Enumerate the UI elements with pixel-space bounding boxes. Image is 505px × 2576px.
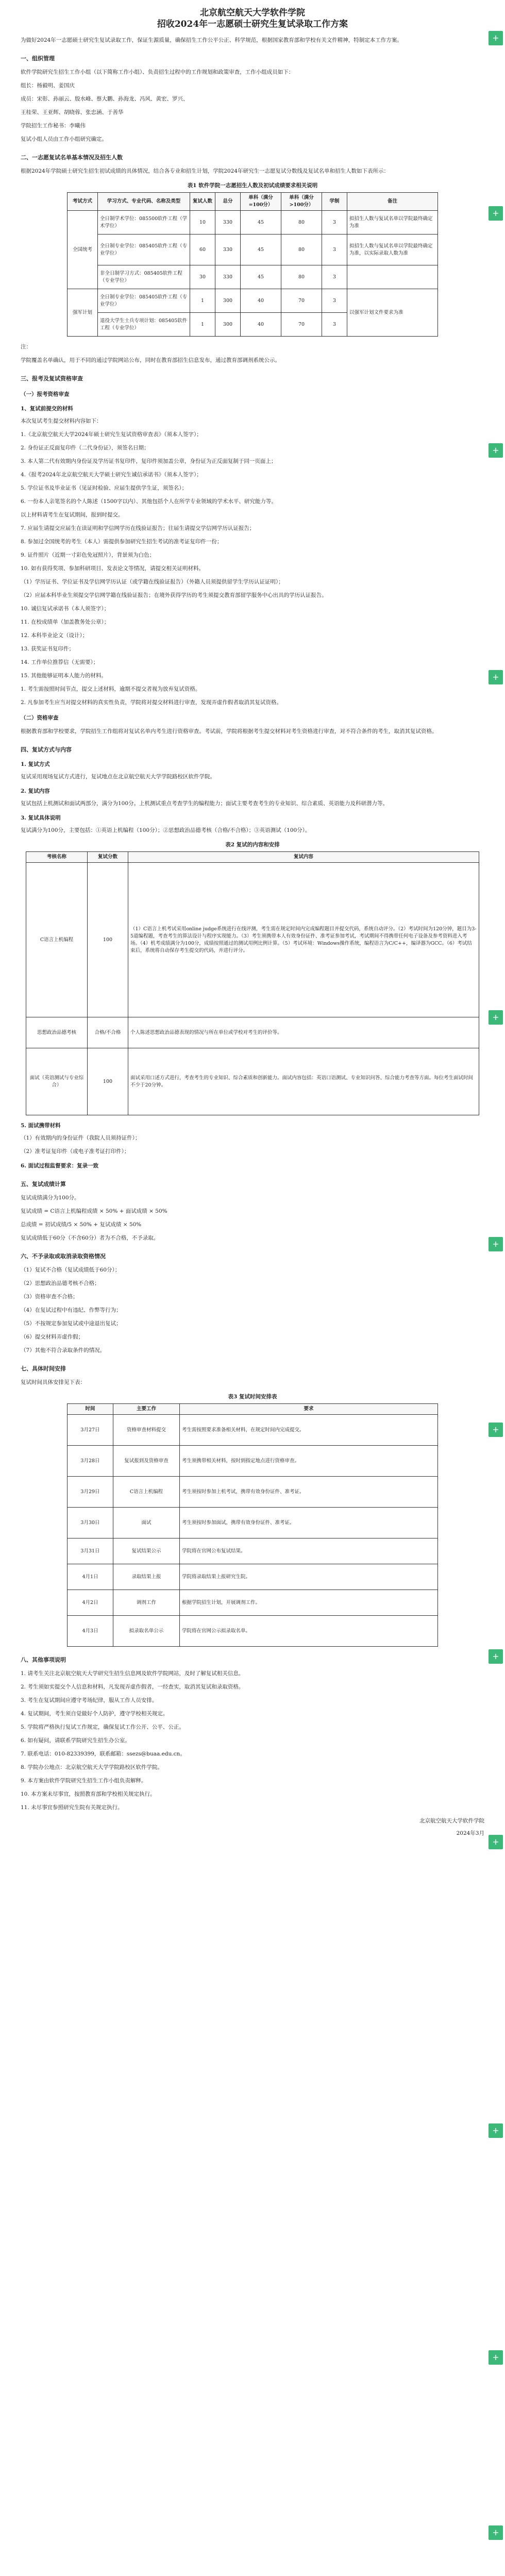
t1-cell: 1	[190, 313, 215, 337]
table-row	[68, 289, 438, 313]
t1-cell: 30	[190, 265, 215, 289]
t1-h6: 学制	[322, 193, 347, 211]
s4-sub3: 3. 复试具体说明	[21, 815, 61, 821]
t1-cell: 3	[322, 235, 347, 265]
table3-caption: 表3 复试时间安排表	[228, 1394, 277, 1400]
s3-p6: 2. 凡参加考生应当对提交材料的真实性负责，学院将对提交材料进行审查，发现弄虚作假者取消其复试资格。	[21, 699, 282, 706]
list-item: 11. 在校成绩单（加盖教务处公章）；	[21, 619, 110, 625]
table3-header-row	[68, 1404, 438, 1415]
list-item: 6. 一份本人亲笔签名的个人陈述（1500字以内）、其他包括个人在所学专业领域的学术水平、研究能力等。	[21, 498, 277, 505]
t1-cell: 全日制学术学位：085500软件工程（学术学位）	[98, 211, 190, 235]
doc-title-line2: 招收2024年一志愿硕士研究生复试录取工作方案	[157, 19, 348, 29]
t2-cell: 100	[88, 1048, 128, 1115]
t3-cell: 考生须按时参加面试，携带有效身份证件、准考证。	[180, 1508, 438, 1538]
list-item: 3. 考生在复试期间应遵守考场纪律，服从工作人员安排。	[21, 1697, 158, 1703]
s4-sub2: 2. 复试内容	[21, 788, 50, 794]
t3-cell: 3月31日	[68, 1538, 113, 1564]
s5-p2: （2）准考证复印件（或电子准考证打印件）；	[21, 1148, 130, 1155]
t1-cell: 45	[241, 235, 281, 265]
section8-heading: 八、其他事项说明	[21, 1657, 66, 1663]
s8-p2: （2）思想政治品德考核不合格；	[21, 1280, 100, 1286]
t2-cell: 100	[88, 863, 128, 1017]
t1-cell: 300	[215, 289, 241, 313]
s7-p1: 复试成绩满分为100分。	[21, 1195, 80, 1201]
s3-p2: 以上材料请考生在复试期间，报到时提交。	[21, 512, 124, 518]
table-row	[26, 1048, 479, 1115]
list-item: 13. 获奖证书复印件；	[21, 646, 75, 652]
intro-paragraph: 为做好2024年一志愿硕士研究生复试录取工作，保证生源质量，确保招生工作公平公正、科学规范，根据国家教育部和学校有关文件精神，特制定本工作方案。	[21, 37, 402, 43]
s4-sub1: 1. 复试方式	[21, 761, 50, 767]
t1-cell: 全日制专业学位：085405软件工程（专业学位）	[98, 289, 190, 313]
t3-h0: 时间	[68, 1404, 113, 1415]
t3-cell: 复试报到及资格审查	[113, 1446, 180, 1477]
s5-p1: （1）有效期内的身份证件（我院人员须持证件）；	[21, 1135, 141, 1141]
side-tool-icon[interactable]: +	[489, 1649, 503, 1664]
t3-cell: 4月1日	[68, 1564, 113, 1590]
s1-members2: 王桂荣、王亚辉、胡晓蓉、张忠涵、于善华	[21, 109, 124, 115]
t3-cell: 录取结果上报	[113, 1564, 180, 1590]
t1-cell: 3	[322, 265, 347, 289]
side-tool-icon[interactable]: +	[489, 1835, 503, 1849]
table-row	[26, 1017, 479, 1048]
t3-h2: 要求	[180, 1404, 438, 1415]
list-item: 3. 本人第二代有效期内身份证及学历证书复印件，复印件须加盖公章，身份证为正反面复制于同一页面上；	[21, 458, 277, 464]
t3-cell: 复试结果公示	[113, 1538, 180, 1564]
t1-h5: 单科（满分>100分）	[281, 193, 322, 211]
table-row	[68, 235, 438, 265]
s1-p1: 软件学院研究生招生工作小组（以下简称工作小组）、负责招生过程中的工作规划和政策审查，工作小组成员如下：	[21, 69, 294, 75]
t1-cell: 退役大学生士兵专项计划：085405软件工程（专业学位）	[98, 313, 190, 337]
s3-sub1: （一）报考资格审查	[21, 391, 70, 397]
list-item: 9. 本方案由软件学院研究生招生工作小组负责解释。	[21, 1778, 147, 1784]
t1-cell: 80	[281, 211, 322, 235]
section5-heading: 五、复试成绩计算	[21, 1181, 66, 1187]
t3-cell: 考生须按时参加上机考试，携带有效身份证件、准考证。	[180, 1477, 438, 1508]
table2-caption: 表2 复试的内容和安排	[225, 842, 280, 848]
t3-cell: 考生需按照要求准备相关材料，在规定时间内完成提交。	[180, 1415, 438, 1446]
t1-cell: 强军计划	[68, 289, 98, 337]
list-item: 10. 如有获得奖项、参加科研项目、发表论文等情况，请提交相关证明材料。	[21, 565, 205, 572]
t3-cell: 学院将在官网公示拟录取名单。	[180, 1616, 438, 1647]
t1-cell: 80	[281, 265, 322, 289]
list-item: 11. 未尽事宜参照研究生院有关规定执行。	[21, 1804, 123, 1811]
table-row	[68, 1538, 438, 1564]
t1-cell: 全国统考	[68, 211, 98, 289]
s7-p3: 总成绩 = 初试成绩/5 × 50% + 复试成绩 × 50%	[21, 1222, 142, 1228]
table-row	[68, 1477, 438, 1508]
s3-p7: 根据教育部和学校要求，学院招生工作组将对复试名单内考生进行资格审查。考试前，学院将根据考生提交材料对考生资格进行审查，对不符合条件的考生，取消其复试资格。	[21, 728, 437, 734]
s3-p3: （1）学历证书、学位证书及学信网学历认证（或学籍在线验证报告）（外籍人员须提供留学生学历认证证明）；	[21, 579, 284, 585]
table-row	[68, 265, 438, 289]
table-row	[68, 1446, 438, 1477]
t1-cell: 拟招生人数与复试名单以学院最终确定为准	[347, 211, 438, 235]
s2-p1: 根据2024年学院硕士研究生招生初试成绩的具体情况，结合各专业和招生计划，学院2024年研究生一志愿复试分数线及复试名单和招生人数如下表所示：	[21, 168, 389, 174]
s4-p3: 复试满分为100分，主要包括：①英语上机编程（100分）；②思想政治品德考核（合格/不合格）；③英语测试（100分）。	[21, 827, 311, 833]
list-item: 10. 诚信复试承诺书（本人须签字）；	[21, 606, 110, 612]
table-row	[68, 1590, 438, 1616]
t2-cell: 合格/不合格	[88, 1017, 128, 1048]
section3-heading: 三、报考及复试资格审查	[21, 375, 83, 382]
list-item: 9. 证件照片（近期一寸彩色免冠照片），背景须为白色；	[21, 552, 155, 558]
table1-header-row	[68, 193, 438, 211]
list-item: 5. 学院将严格执行复试工作规定，确保复试工作公开、公平、公正。	[21, 1724, 184, 1730]
side-tool-icon[interactable]: +	[489, 670, 503, 684]
table2-header-row	[26, 852, 479, 863]
t1-cell: 拟招生人数与复试名单以学院最终确定为准，以实际录取人数为准	[347, 235, 438, 265]
list-item: 1.《北京航空航天大学2024年硕士研究生复试资格审查表》（须本人签字）；	[21, 431, 202, 438]
list-item: 8. 学院办公地点：北京航空航天大学学院路校区软件学院。	[21, 1764, 163, 1770]
signature: 北京航空航天大学软件学院	[419, 1818, 484, 1824]
sign-date: 2024年3月	[456, 1830, 484, 1836]
t3-cell: C语言上机编程	[113, 1477, 180, 1508]
t2-h1: 复试分数	[88, 852, 128, 863]
t2-cell: C语言上机编程	[26, 863, 88, 1017]
t1-cell	[347, 265, 438, 289]
s3-sub1a: 1、复试前提交的材料	[21, 406, 73, 412]
t3-cell: 调剂工作	[113, 1590, 180, 1616]
t1-cell: 非全日制学习方式：085405软件工程（专业学位）	[98, 265, 190, 289]
t1-cell: 3	[322, 289, 347, 313]
t3-h1: 主要工作	[113, 1404, 180, 1415]
t3-cell: 3月27日	[68, 1415, 113, 1446]
s3-p5: 1. 考生需按照时间节点，提交上述材料，逾期不提交者视为放弃复试资格。	[21, 686, 201, 692]
list-item: 1. 请考生关注北京航空航天大学研究生招生信息网及软件学院网站，及时了解复试相关信息。	[21, 1670, 244, 1677]
table-row	[26, 863, 479, 1017]
t1-cell: 3	[322, 313, 347, 337]
s1-leader: 组长：杨毅明、姜国庆	[21, 82, 75, 89]
list-item: 2. 考生须如实提交个人信息和材料，凡发现弄虚作假者，一经查实，取消其复试和录取资格。	[21, 1684, 244, 1690]
t3-cell: 拟录取名单公示	[113, 1616, 180, 1647]
t1-cell: 3	[322, 211, 347, 235]
t2-cell: 面试（英语测试与专业综合）	[26, 1048, 88, 1115]
list-item: 12. 本科毕业论文（设计）；	[21, 632, 88, 639]
side-tool-icon[interactable]: +	[489, 1237, 503, 1251]
t3-cell: 3月29日	[68, 1477, 113, 1508]
table-row	[68, 1508, 438, 1538]
side-tool-icon[interactable]: +	[489, 2123, 503, 2138]
t1-h1: 学习方式、专业代码、名称及类型	[98, 193, 190, 211]
t3-cell: 4月2日	[68, 1590, 113, 1616]
t1-h4: 单科（满分=100分）	[241, 193, 281, 211]
s8-p7: （7）其他不符合录取条件的情况。	[21, 1347, 106, 1353]
t3-cell: 4月3日	[68, 1616, 113, 1647]
side-tool-icon[interactable]: +	[489, 206, 503, 221]
table1	[67, 192, 438, 337]
t1-cell: 300	[215, 313, 241, 337]
table-row	[68, 1616, 438, 1647]
doc-title-line1: 北京航空航天大学软件学院	[200, 8, 305, 18]
list-item: 4.《报考2024年北京航空航天大学硕士研究生诚信承诺书》（须本人签字）；	[21, 472, 202, 478]
t1-cell: 10	[190, 211, 215, 235]
t1-note2: 学院覆盖名单确认，用于不同的通过学院网站公布，同时在教育部招生信息发布，通过教育部调剂系统公示。	[21, 357, 280, 363]
t1-cell: 1	[190, 289, 215, 313]
s9-p1: 复试时间具体安排见下表：	[21, 1379, 86, 1385]
table3	[67, 1403, 438, 1647]
side-tool-icon[interactable]: +	[489, 31, 503, 45]
s6-heading: 6. 面试过程监督要求：复录一致	[21, 1163, 99, 1169]
s1-members: 成员：宋彰、孙丽云、殷水峰、蔡大鹏、孙海龙、冯风、黄宏、罗兴、	[21, 96, 189, 102]
t1-cell: 330	[215, 211, 241, 235]
list-item: 5. 学位证书及毕业证书（见证时检验、应届生提供学生证，须签名）；	[21, 485, 188, 491]
t3-cell: 资格审查材料提交	[113, 1415, 180, 1446]
section6-heading: 六、不予录取或取消录取资格情况	[21, 1253, 106, 1260]
list-item: 14. 工作单位推荐信（无需要）；	[21, 659, 99, 665]
s3-p1: 本次复试考生提交材料内容如下：	[21, 418, 102, 424]
t2-cell: （1）C语言上机考试采用online judge系统进行在线评测，考生需在规定时间内完成编程题目并提交代码，系统自动评分。（2）考试时间为120分钟，题目为3-5道编程题，考查考生的算法设计与程序实现能力。（3）考生须携带本人有效身份证件、准考证参加考试，考试期间不得携带任何电子设备及参考资料进入考场。（4）机考成绩满分为100分，成绩按照通过的测试用例比例计算。（5）考试环境：Windows操作系统，编程语言为C/C++，编译器为GCC。（6）考试结束后，系统将自动保存考生提交的代码，并进行评分。	[128, 863, 479, 1017]
t1-cell: 80	[281, 235, 322, 265]
s8-p3: （3）资格审查不合格；	[21, 1294, 78, 1300]
side-tool-icon[interactable]: +	[489, 1423, 503, 1437]
side-tool-icon[interactable]: +	[489, 1010, 503, 1025]
t1-cell: 330	[215, 265, 241, 289]
t1-cell: 45	[241, 211, 281, 235]
t1-h2: 复试人数	[190, 193, 215, 211]
s8-p4: （4）在复试过程中有违纪、作弊等行为；	[21, 1307, 122, 1313]
table-row	[68, 1415, 438, 1446]
t1-h3: 总分	[215, 193, 241, 211]
section2-heading: 二、一志愿复试名单基本情况及招生人数	[21, 154, 123, 161]
s8-p1: （1）复试不合格（复试成绩低于60分）；	[21, 1267, 121, 1273]
table-row	[68, 1564, 438, 1590]
t1-cell: 40	[241, 289, 281, 313]
table2	[26, 851, 479, 1115]
table-row	[68, 211, 438, 235]
t3-cell: 考生须携带相关材料，按时到指定地点进行资格审查。	[180, 1446, 438, 1477]
list-item: 2. 身份证正反面复印件（二代身份证），须签名日期；	[21, 445, 149, 451]
s5-heading: 5. 面试携带材料	[21, 1123, 61, 1129]
t1-cell: 70	[281, 289, 322, 313]
side-tool-icon[interactable]: +	[489, 2525, 503, 2540]
t2-h2: 复试内容	[128, 852, 479, 863]
t2-h0: 考核名称	[26, 852, 88, 863]
list-item: 4. 复试期间，考生须自觉做好个人防护，遵守学校相关规定。	[21, 1711, 169, 1717]
t2-cell: 思想政治品德考核	[26, 1017, 88, 1048]
list-item: 8. 参加过全国统考的考生（本人）需提供参加研究生招生考试的准考证复印件一份；	[21, 539, 223, 545]
s4-p2: 复试包括上机测试和面试两部分，满分为100分。上机测试重点考查学生的编程能力；面试主要考查考生的专业知识、综合素质、英语能力及科研潜力等。	[21, 800, 389, 807]
t3-cell: 根据学院招生计划，开展调剂工作。	[180, 1590, 438, 1616]
section4-heading: 四、复试方式与内容	[21, 746, 72, 753]
t3-cell: 面试	[113, 1508, 180, 1538]
list-item: 6. 如有疑问，请联系学院研究生招生办公室。	[21, 1737, 130, 1744]
t1-cell: 45	[241, 265, 281, 289]
section7-heading: 七、具体时间安排	[21, 1365, 66, 1372]
t1-note: 注：	[21, 344, 31, 350]
list-item: 7. 应届生请提交应届生在读证明和学信网学历在线验证报告；往届生请提交学信网学历认证报告；	[21, 525, 255, 531]
t3-cell: 3月30日	[68, 1508, 113, 1538]
s8-p6: （6）提交材料弄虚作假；	[21, 1334, 84, 1340]
t1-h7: 备注	[347, 193, 438, 211]
t1-cell: 以强军计划文件要求为准	[347, 289, 438, 337]
section1-heading: 一、组织管理	[21, 55, 55, 62]
list-item: 7. 联系电话：010-82339399，联系邮箱：ssezs@buaa.edu.cn。	[21, 1751, 186, 1757]
table1-caption: 表1 软件学院一志愿招生人数及初试成绩要求相关说明	[187, 182, 318, 189]
t1-cell: 70	[281, 313, 322, 337]
s7-p2: 复试成绩 = C语言上机编程成绩 × 50% + 面试成绩 × 50%	[21, 1208, 167, 1214]
t1-h0: 考试方式	[68, 193, 98, 211]
s1-secretary: 学院招生工作秘书：李曦伟	[21, 123, 86, 129]
t2-cell: 个人陈述思想政治品德表现的情况与所在单位或学校对考生的评价等。	[128, 1017, 479, 1048]
s1-supervision: 复试小组人员由工作小组研究确定。	[21, 136, 107, 142]
t1-cell: 60	[190, 235, 215, 265]
s4-p1: 复试采用现场复试方式进行，复试地点在北京航空航天大学学院路校区软件学院。	[21, 774, 215, 780]
s3-p4: （2）应届本科毕业生须提交学信网学籍在线验证报告；在境外获得学历的考生须提交教育部留学服务中心出具的学历认证报告。	[21, 592, 327, 598]
t3-cell: 3月28日	[68, 1446, 113, 1477]
t3-cell: 学院将在官网公布复试结果。	[180, 1538, 438, 1564]
t1-cell: 全日制专业学位：085405软件工程（专业学位）	[98, 235, 190, 265]
list-item: 15. 其他能够证明本人能力的材料。	[21, 673, 107, 679]
s7-p4: 复试成绩低于60分（不含60分）者为不合格，不予录取。	[21, 1235, 159, 1241]
t3-cell: 学院将录取结果上报研究生院。	[180, 1564, 438, 1590]
side-tool-icon[interactable]: +	[489, 2350, 503, 2365]
side-tool-icon[interactable]: +	[489, 443, 503, 458]
s8-p5: （5）不按规定参加复试或中途退出复试；	[21, 1320, 122, 1327]
s3-sub2: （二）资格审查	[21, 715, 59, 721]
list-item: 10. 本方案未尽事宜，按照教育部和学校相关规定执行。	[21, 1791, 156, 1797]
t1-cell: 40	[241, 313, 281, 337]
t2-cell: 面试采用口述方式进行，考查考生的专业知识、综合素质和创新能力。面试内容包括：英语口语测试、专业知识问答、综合能力考查等方面。每位考生面试时间不少于20分钟。	[128, 1048, 479, 1115]
t1-cell: 330	[215, 235, 241, 265]
